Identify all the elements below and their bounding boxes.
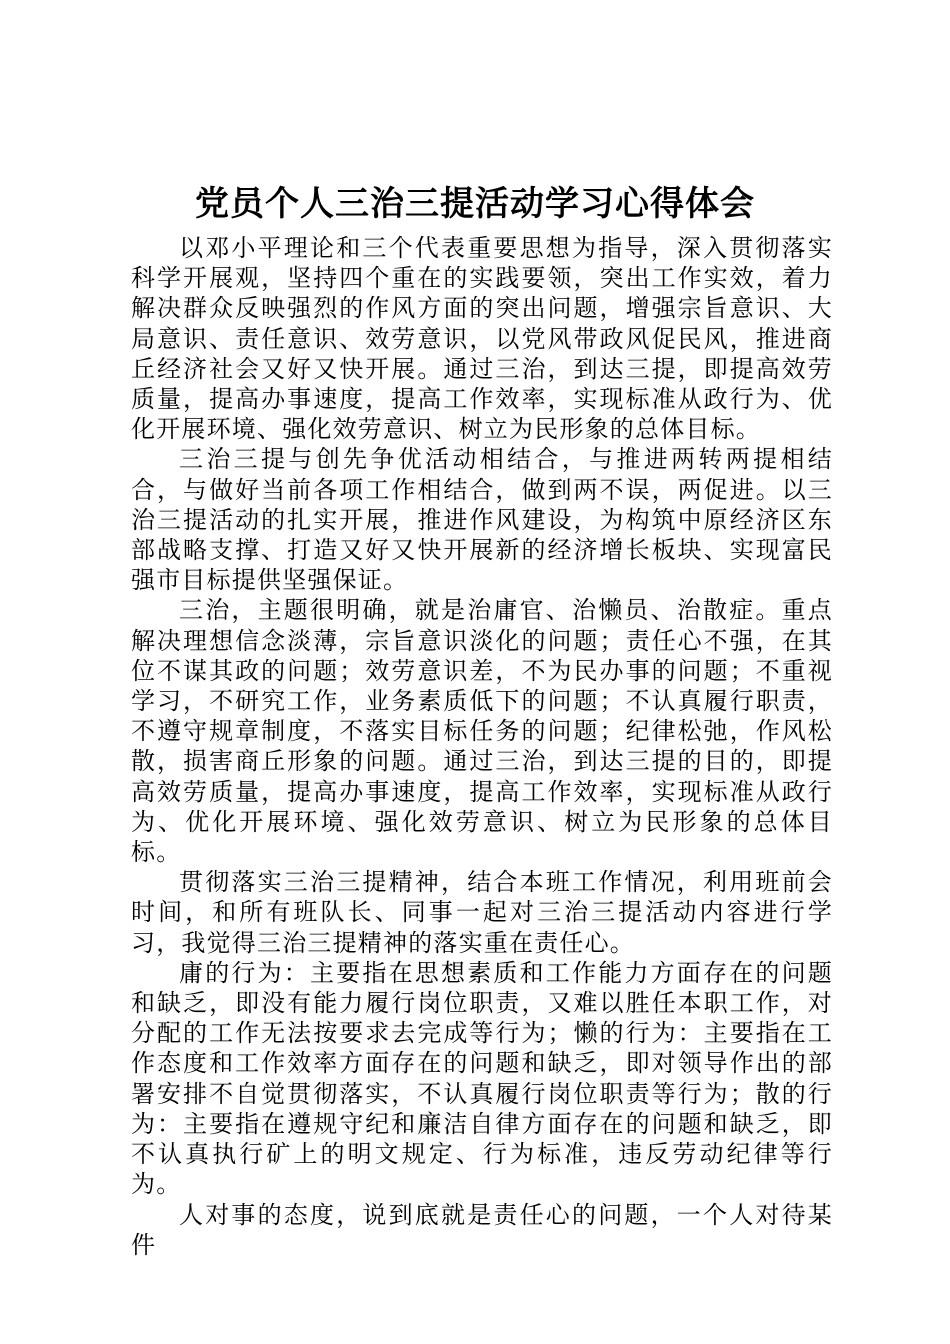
paragraph-2: 三治三提与创先争优活动相结合，与推进两转两提相结合，与做好当前各项工作相结合，做到两不误，两促进。以三治三提活动的扎实开展，推进作风建设，为构筑中原经济区东部战略支撑、打造又好又快开展新的经济增长板块、实现富民强市目标提供坚强保证。 (131, 445, 833, 595)
paragraph-3: 三治，主题很明确，就是治庸官、治懒员、治散症。重点解决理想信念淡薄，宗旨意识淡化的问题；责任心不强，在其位不谋其政的问题；效劳意识差，不为民办事的问题；不重视学习，不研究工作，业务素质低下的问题；不认真履行职责，不遵守规章制度，不落实目标任务的问题；纪律松弛，作风松散，损害商丘形象的问题。通过三治，到达三提的目的，即提高效劳质量，提高办事速度，提高工作效率，实现标准从政行为、优化开展环境、强化效劳意识、树立为民形象的总体目标。 (131, 596, 833, 867)
paragraph-1: 以邓小平理论和三个代表重要思想为指导，深入贯彻落实科学开展观，坚持四个重在的实践要领，突出工作实效，着力解决群众反映强烈的作风方面的突出问题，增强宗旨意识、大局意识、责任意识、效劳意识，以党风带政风促民风，推进商丘经济社会又好又快开展。通过三治，到达三提，即提高效劳质量，提高办事速度，提高工作效率，实现标准从政行为、优化开展环境、强化效劳意识、树立为民形象的总体目标。 (131, 234, 833, 444)
paragraph-6: 人对事的态度，说到底就是责任心的问题，一个人对待某件 (131, 1200, 833, 1259)
document-body (131, 233, 833, 1260)
paragraph-4: 贯彻落实三治三提精神，结合本班工作情况，利用班前会时间，和所有班队长、同事一起对三治三提活动内容进行学习，我觉得三治三提精神的落实重在责任心。 (131, 868, 833, 957)
page-title: 党员个人三治三提活动学习心得体会 (195, 184, 755, 224)
paragraph-5: 庸的行为：主要指在思想素质和工作能力方面存在的问题和缺乏，即没有能力履行岗位职责，又难以胜任本职工作，对分配的工作无法按要求去完成等行为；懒的行为：主要指在工作态度和工作效率方面存在的问题和缺乏，即对领导作出的部署安排不自觉贯彻落实，不认真履行岗位职责等行为；散的行为：主要指在遵规守纪和廉洁自律方面存在的问题和缺乏，即不认真执行矿上的明文规定、行为标准，违反劳动纪律等行为。 (131, 958, 833, 1199)
